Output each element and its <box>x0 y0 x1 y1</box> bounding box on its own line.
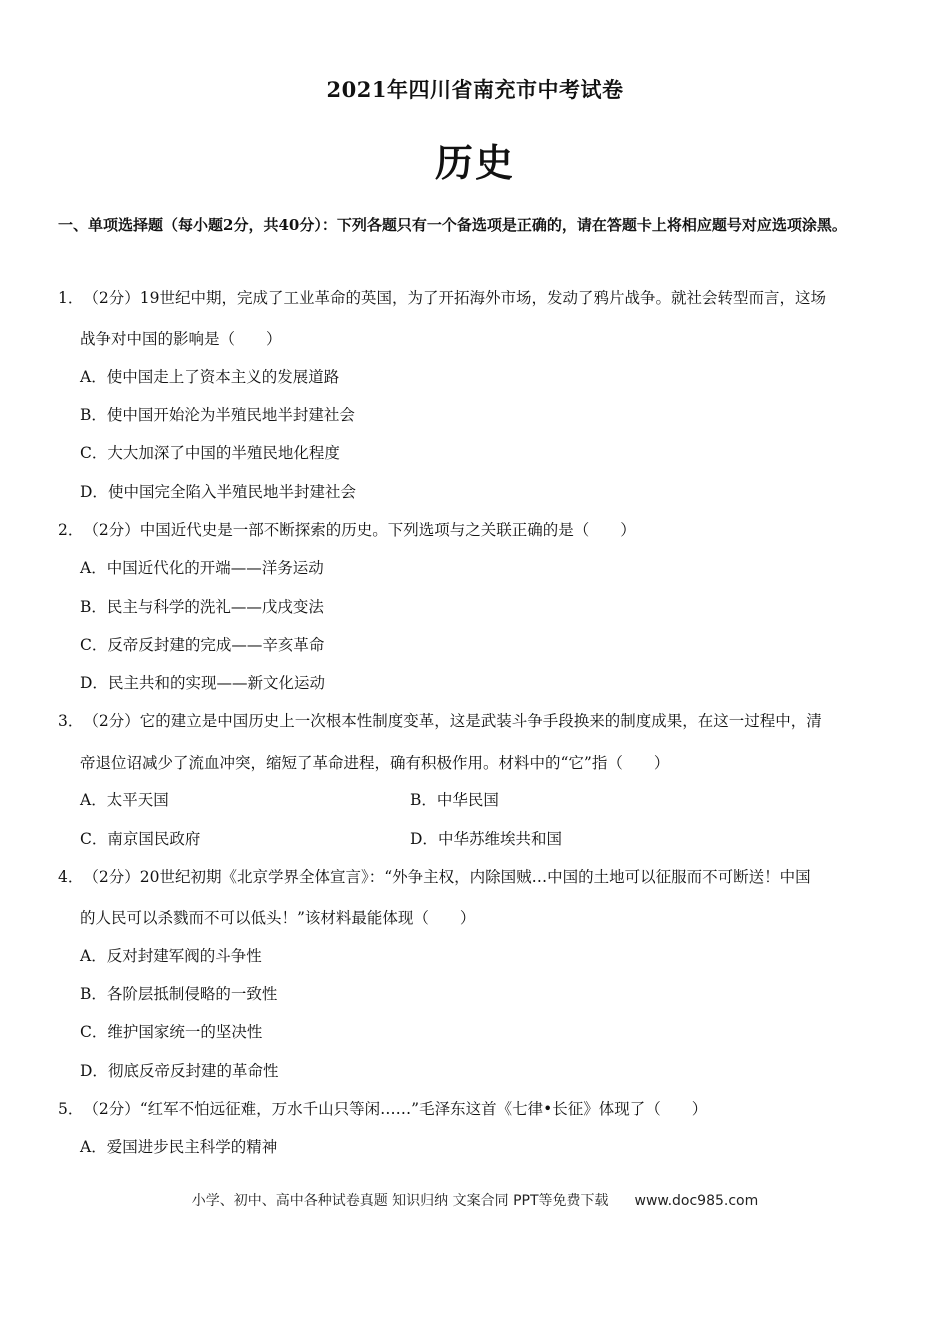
question-1-stem-line2: 战争对中国的影响是（ ） <box>80 330 282 348</box>
footer-url-link[interactable]: www.doc985.com <box>634 1193 759 1209</box>
question-2-option-a <box>80 557 324 579</box>
question-4-stem-line1 <box>58 866 811 888</box>
question-1-option-d <box>80 481 356 503</box>
question-number: 2． <box>58 521 84 539</box>
question-2-option-c <box>80 634 324 656</box>
question-4-option-b <box>80 983 277 1005</box>
question-1-stem-line1 <box>58 287 826 309</box>
question-number: 4． <box>58 868 84 886</box>
footer-text: 小学、初中、高中各种试卷真题 知识归纳 文案合同 PPT等免费下载 <box>191 1193 609 1209</box>
exam-title: 2021年四川省南充市中考试卷 <box>326 77 624 102</box>
subject-title: 历史 <box>434 140 515 185</box>
option-text: 反对封建军阀的斗争性 <box>106 947 262 965</box>
question-2-option-d <box>80 672 325 694</box>
section-heading: 一、单项选择题（每小题2分，共40分）：下列各题只有一个备选项是正确的，请在答题卡上将相应题号对应选项涂黑。 <box>58 216 847 234</box>
question-2-stem-line1 <box>58 519 636 541</box>
question-3-option-b <box>410 789 499 811</box>
option-label: A． <box>80 368 107 386</box>
option-text: 维护国家统一的坚决性 <box>107 1023 263 1041</box>
question-4-option-a <box>80 945 262 967</box>
option-text: 大大加深了中国的半殖民地化程度 <box>107 444 340 462</box>
question-3-option-d <box>410 828 562 850</box>
question-1-option-c <box>80 442 340 464</box>
question-4-option-d <box>80 1060 278 1082</box>
question-1-option-b <box>80 404 355 426</box>
question-1-option-a <box>80 366 339 388</box>
question-text: （2分）它的建立是中国历史上一次根本性制度变革，这是武装斗争手段换来的制度成果，在这一过程中，清 <box>83 712 822 730</box>
question-3-option-a <box>80 789 169 811</box>
option-text: 中华民国 <box>436 791 499 809</box>
option-text: 使中国完全陷入半殖民地半封建社会 <box>107 483 356 501</box>
question-text: （2分）20世纪初期《北京学界全体宣言》：“外争主权，内除国贼…中国的土地可以征服而不可断送！中国 <box>83 868 811 886</box>
option-label: C． <box>80 1023 108 1041</box>
option-label: D． <box>410 830 438 848</box>
page-footer <box>0 1190 950 1210</box>
option-text: 太平天国 <box>106 791 169 809</box>
option-label: B． <box>410 791 437 809</box>
question-3-option-c <box>80 828 200 850</box>
option-text: 各阶层抵制侵略的一致性 <box>106 985 278 1003</box>
option-label: C． <box>80 636 108 654</box>
option-text: 反帝反封建的完成——辛亥革命 <box>107 636 325 654</box>
question-4-stem-line2: 的人民可以杀戮而不可以低头！”该材料最能体现（ ） <box>80 909 476 927</box>
option-text: 中国近代化的开端——洋务运动 <box>106 559 324 577</box>
option-label: A． <box>80 559 107 577</box>
option-text: 中华苏维埃共和国 <box>437 830 562 848</box>
question-5-option-a <box>80 1136 277 1158</box>
question-text: （2分）19世纪中期，完成了工业革命的英国，为了开拓海外市场，发动了鸦片战争。就社会转型而言，这场 <box>83 289 826 307</box>
question-5-stem-line1 <box>58 1098 707 1120</box>
option-label: A． <box>80 791 107 809</box>
option-text: 民主与科学的洗礼——戊戌变法 <box>106 598 324 616</box>
option-text: 彻底反帝反封建的革命性 <box>107 1062 279 1080</box>
question-3-stem-line2: 帝退位诏减少了流血冲突，缩短了革命进程，确有积极作用。材料中的“它”指（ ） <box>80 754 670 772</box>
question-number: 1． <box>58 289 84 307</box>
question-number: 3． <box>58 712 84 730</box>
option-text: 使中国开始沦为半殖民地半封建社会 <box>106 406 355 424</box>
question-4-option-c <box>80 1021 262 1043</box>
question-text: （2分）中国近代史是一部不断探索的历史。下列选项与之关联正确的是（ ） <box>83 521 636 539</box>
option-label: C． <box>80 830 108 848</box>
question-number: 5． <box>58 1100 84 1118</box>
option-label: A． <box>80 1138 107 1156</box>
option-label: D． <box>80 483 108 501</box>
option-label: B． <box>80 598 107 616</box>
option-label: B． <box>80 406 107 424</box>
option-label: A． <box>80 947 107 965</box>
option-label: D． <box>80 674 108 692</box>
option-label: B． <box>80 985 107 1003</box>
option-text: 使中国走上了资本主义的发展道路 <box>106 368 340 386</box>
question-2-option-b <box>80 596 324 618</box>
option-label: C． <box>80 444 108 462</box>
option-text: 南京国民政府 <box>107 830 201 848</box>
question-text: （2分）“红军不怕远征难，万水千山只等闲……”毛泽东这首《七律•长征》体现了（ ） <box>83 1100 708 1118</box>
option-text: 爱国进步民主科学的精神 <box>106 1138 278 1156</box>
option-text: 民主共和的实现——新文化运动 <box>107 674 325 692</box>
option-label: D． <box>80 1062 108 1080</box>
question-3-stem-line1 <box>58 710 822 732</box>
